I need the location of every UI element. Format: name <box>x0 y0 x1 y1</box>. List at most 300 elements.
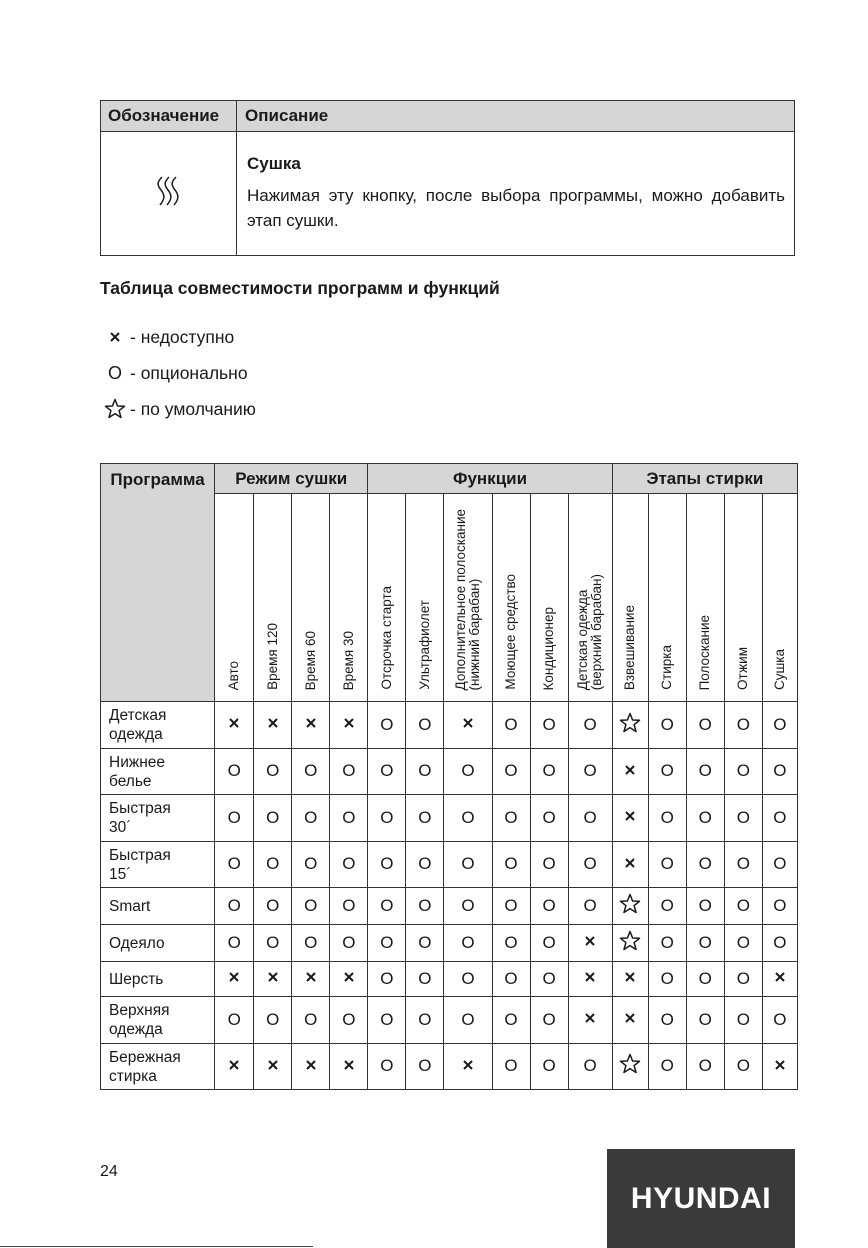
column-header-label: Ультрафиолет <box>416 600 432 690</box>
optional-mark: О <box>266 932 280 952</box>
table-row <box>101 1044 798 1090</box>
page-number: 24 <box>100 1163 118 1180</box>
circle-icon <box>762 997 797 1044</box>
circle-icon <box>530 702 568 749</box>
optional-mark: О <box>461 1009 475 1029</box>
column-header-label: Дополнительное полоскание (нижний барабан) <box>452 508 482 690</box>
optional-mark: О <box>304 895 318 915</box>
circle-icon <box>444 795 492 842</box>
program-name: Быстрая 15´ <box>101 842 215 888</box>
optional-mark: О <box>418 968 432 988</box>
circle-icon <box>568 888 612 925</box>
optional-mark: О <box>504 761 518 780</box>
optional-mark: О <box>418 714 432 734</box>
circle-icon <box>724 702 762 749</box>
optional-mark: О <box>773 807 787 827</box>
optional-mark: О <box>461 854 475 873</box>
header-description: Описание <box>237 101 795 132</box>
optional-mark: О <box>227 932 241 952</box>
cross-icon <box>612 795 648 842</box>
optional-mark: О <box>698 714 712 734</box>
circle-icon <box>330 925 368 962</box>
column-header-label: Моющее средство <box>503 574 519 690</box>
circle-icon <box>292 888 330 925</box>
cross-icon <box>612 962 648 997</box>
circle-icon <box>444 888 492 925</box>
circle-icon <box>648 1044 686 1090</box>
optional-mark: О <box>583 854 597 873</box>
circle-icon <box>648 888 686 925</box>
cross-icon <box>762 1044 797 1090</box>
circle-icon <box>724 925 762 962</box>
circle-icon <box>762 795 797 842</box>
program-name: Шерсть <box>101 962 215 997</box>
column-header <box>292 494 330 702</box>
cross-icon <box>444 1044 492 1090</box>
optional-mark: О <box>660 714 674 734</box>
circle-icon <box>648 842 686 888</box>
optional-mark: О <box>542 1056 556 1075</box>
circle-icon <box>368 1044 406 1090</box>
circle-icon <box>368 925 406 962</box>
circle-icon <box>686 997 724 1044</box>
drying-description-cell <box>237 132 795 256</box>
optional-mark: О <box>698 895 712 915</box>
circle-icon <box>292 997 330 1044</box>
drying-title: Сушка <box>247 154 301 173</box>
table-row <box>101 962 798 997</box>
circle-icon <box>530 997 568 1044</box>
optional-mark: О <box>380 968 394 988</box>
circle-icon <box>444 997 492 1044</box>
column-header-label: Детская одежда (верхний барабан) <box>575 573 605 690</box>
circle-icon <box>330 842 368 888</box>
optional-mark: О <box>418 895 432 915</box>
column-header <box>254 494 292 702</box>
circle-icon <box>530 888 568 925</box>
optional-mark: О <box>342 761 356 780</box>
cross-icon <box>254 1044 292 1090</box>
circle-icon <box>762 888 797 925</box>
column-header-label: Отсрочка старта <box>378 586 394 690</box>
circle-icon <box>492 997 530 1044</box>
program-name: Детская одежда <box>101 702 215 749</box>
optional-mark: О <box>342 1009 356 1029</box>
cross-icon <box>215 702 254 749</box>
circle-icon <box>724 795 762 842</box>
optional-mark: О <box>461 761 475 780</box>
column-header <box>724 494 762 702</box>
circle-icon <box>648 702 686 749</box>
optional-mark: О <box>698 807 712 827</box>
optional-mark: О <box>660 1056 674 1075</box>
brand-logo-text: HYUNDAI <box>630 1181 772 1215</box>
column-header <box>406 494 444 702</box>
circle-icon <box>568 795 612 842</box>
symbol-description-table <box>100 100 795 256</box>
circle-icon <box>492 925 530 962</box>
circle-icon <box>530 842 568 888</box>
table-row <box>101 842 798 888</box>
optional-mark: О <box>380 854 394 873</box>
circle-icon <box>330 795 368 842</box>
optional-mark: О <box>227 854 241 873</box>
circle-icon <box>530 925 568 962</box>
program-name: Верхняя одежда <box>101 997 215 1044</box>
optional-mark: О <box>736 932 750 952</box>
column-header <box>762 494 797 702</box>
column-header <box>686 494 724 702</box>
circle-icon <box>724 888 762 925</box>
optional-mark: О <box>736 1056 750 1075</box>
optional-mark: О <box>504 854 518 873</box>
column-header-label: Стирка <box>659 645 675 690</box>
optional-mark: О <box>342 807 356 827</box>
circle-icon <box>686 842 724 888</box>
optional-mark: О <box>660 761 674 780</box>
cross-icon <box>330 962 368 997</box>
cross-icon <box>215 962 254 997</box>
column-header-label: Время 30 <box>340 630 356 690</box>
circle-icon <box>406 842 444 888</box>
optional-mark: О <box>660 807 674 827</box>
drying-icon-cell <box>101 132 237 256</box>
program-name: Нижнее белье <box>101 749 215 795</box>
circle-icon <box>368 842 406 888</box>
optional-mark: О <box>461 895 475 915</box>
cross-icon <box>612 749 648 795</box>
legend-default <box>100 397 256 421</box>
optional-mark: О <box>542 895 556 915</box>
legend-unavailable-text: - недоступно <box>130 326 235 347</box>
optional-mark: О <box>380 1056 394 1075</box>
group-functions: Функции <box>368 464 612 494</box>
optional-mark: О <box>504 714 518 734</box>
column-header-label: Сушка <box>771 648 787 690</box>
circle-icon <box>492 888 530 925</box>
cross-icon <box>330 702 368 749</box>
optional-mark: О <box>304 1009 318 1029</box>
column-header-label: Отжим <box>735 647 751 690</box>
cross-icon <box>444 702 492 749</box>
optional-mark: О <box>773 1009 787 1029</box>
circle-icon <box>444 749 492 795</box>
group-drying-mode: Режим сушки <box>215 464 368 494</box>
optional-mark: О <box>542 1009 556 1029</box>
circle-icon <box>686 962 724 997</box>
circle-icon <box>568 842 612 888</box>
circle-icon <box>406 1044 444 1090</box>
circle-icon <box>492 795 530 842</box>
column-header <box>330 494 368 702</box>
table-row <box>101 888 798 925</box>
circle-icon <box>492 702 530 749</box>
optional-mark: О <box>418 1056 432 1075</box>
cross-icon <box>612 842 648 888</box>
optional-mark: О <box>418 932 432 952</box>
program-name: Бережная стирка <box>101 1044 215 1090</box>
optional-mark: О <box>542 854 556 873</box>
circle-icon <box>254 888 292 925</box>
circle-icon <box>254 842 292 888</box>
optional-mark: О <box>583 1056 597 1075</box>
circle-icon <box>686 925 724 962</box>
circle-icon <box>648 795 686 842</box>
circle-icon <box>368 749 406 795</box>
table-row <box>101 997 798 1044</box>
circle-icon <box>724 962 762 997</box>
legend-unavailable <box>100 325 234 349</box>
optional-mark: О <box>504 932 518 952</box>
optional-mark: О <box>542 761 556 780</box>
cross-icon <box>612 997 648 1044</box>
optional-mark: О <box>542 968 556 988</box>
circle-icon <box>568 702 612 749</box>
program-name: Smart <box>101 888 215 925</box>
cross-icon <box>762 962 797 997</box>
circle-icon <box>762 842 797 888</box>
circle-icon <box>215 795 254 842</box>
cross-icon <box>568 962 612 997</box>
circle-icon <box>406 888 444 925</box>
circle-icon <box>406 795 444 842</box>
optional-mark: О <box>227 807 241 827</box>
column-header <box>530 494 568 702</box>
optional-mark: О <box>461 807 475 827</box>
circle-icon <box>368 795 406 842</box>
optional-mark: О <box>304 761 318 780</box>
cross-icon <box>330 1044 368 1090</box>
optional-mark: О <box>266 895 280 915</box>
legend-default-text: - по умолчанию <box>130 398 256 419</box>
column-header <box>444 494 492 702</box>
optional-mark: О <box>660 1009 674 1029</box>
circle-icon <box>292 842 330 888</box>
star-icon <box>612 702 648 749</box>
star-icon <box>100 398 130 420</box>
legend-optional-text: - опционально <box>130 362 248 383</box>
column-header-label: Полоскание <box>697 614 713 690</box>
optional-mark: О <box>736 714 750 734</box>
optional-mark: О <box>773 714 787 734</box>
cross-icon <box>292 962 330 997</box>
star-icon <box>612 925 648 962</box>
group-wash-stages: Этапы стирки <box>612 464 797 494</box>
circle-icon <box>648 749 686 795</box>
circle-icon <box>530 1044 568 1090</box>
circle-icon <box>492 842 530 888</box>
optional-mark: О <box>380 1009 394 1029</box>
optional-mark: О <box>461 968 475 988</box>
optional-mark: О <box>660 968 674 988</box>
circle-icon <box>444 962 492 997</box>
optional-mark: О <box>418 761 432 780</box>
circle-icon <box>530 795 568 842</box>
circle-icon <box>368 888 406 925</box>
circle-icon <box>724 997 762 1044</box>
optional-mark: О <box>304 854 318 873</box>
program-name: Одеяло <box>101 925 215 962</box>
optional-mark: О <box>736 895 750 915</box>
star-icon <box>612 1044 648 1090</box>
cross-icon <box>100 331 130 343</box>
circle-icon <box>568 1044 612 1090</box>
optional-mark: О <box>583 807 597 827</box>
column-header-label: Время 60 <box>302 630 318 690</box>
cross-icon <box>292 702 330 749</box>
table-row <box>101 925 798 962</box>
circle-icon <box>724 1044 762 1090</box>
circle-icon <box>492 749 530 795</box>
circle-icon <box>368 962 406 997</box>
circle-icon <box>292 925 330 962</box>
optional-mark: О <box>698 1056 712 1075</box>
table-row <box>101 795 798 842</box>
optional-mark: О <box>660 854 674 873</box>
optional-mark: О <box>380 714 394 734</box>
cross-icon <box>568 997 612 1044</box>
column-header <box>612 494 648 702</box>
circle-icon <box>254 749 292 795</box>
cross-icon <box>568 925 612 962</box>
circle-icon <box>648 997 686 1044</box>
desc-table-row-drying <box>101 132 795 256</box>
program-name: Быстрая 30´ <box>101 795 215 842</box>
cross-icon <box>254 962 292 997</box>
optional-mark: О <box>698 1009 712 1029</box>
column-header-label: Кондиционер <box>541 606 557 690</box>
optional-mark: О <box>266 1009 280 1029</box>
column-header-label: Авто <box>226 660 242 690</box>
optional-mark: О <box>380 932 394 952</box>
optional-mark: О <box>660 932 674 952</box>
circle-icon <box>686 702 724 749</box>
program-header: Программа <box>101 464 215 702</box>
circle-icon <box>100 363 130 384</box>
optional-mark: О <box>266 854 280 873</box>
optional-mark: О <box>583 895 597 915</box>
column-header <box>568 494 612 702</box>
cross-icon <box>292 1044 330 1090</box>
circle-icon <box>406 997 444 1044</box>
circle-icon <box>215 997 254 1044</box>
circle-icon <box>215 925 254 962</box>
optional-mark: О <box>461 932 475 952</box>
circle-icon <box>762 702 797 749</box>
column-header <box>215 494 254 702</box>
optional-mark: О <box>736 854 750 873</box>
circle-icon <box>292 749 330 795</box>
circle-icon <box>530 962 568 997</box>
optional-mark: О <box>418 854 432 873</box>
brand-logo <box>607 1149 795 1248</box>
optional-mark: О <box>504 807 518 827</box>
table-row <box>101 702 798 749</box>
circle-icon <box>686 888 724 925</box>
circle-icon <box>648 925 686 962</box>
circle-icon <box>568 749 612 795</box>
circle-icon <box>444 925 492 962</box>
optional-mark: О <box>736 761 750 780</box>
circle-icon <box>215 749 254 795</box>
circle-icon <box>254 997 292 1044</box>
circle-icon <box>368 702 406 749</box>
optional-mark: О <box>698 932 712 952</box>
column-header <box>648 494 686 702</box>
optional-mark: О <box>773 932 787 952</box>
optional-mark: О <box>266 807 280 827</box>
optional-mark: О <box>342 932 356 952</box>
optional-mark: О <box>542 807 556 827</box>
optional-mark: О <box>380 895 394 915</box>
optional-mark: О <box>418 1009 432 1029</box>
optional-mark: О <box>504 895 518 915</box>
drying-icon <box>154 195 184 212</box>
optional-mark: О <box>504 1056 518 1075</box>
circle-icon <box>444 842 492 888</box>
compatibility-table <box>100 463 798 1090</box>
optional-mark: О <box>227 895 241 915</box>
column-header <box>492 494 530 702</box>
optional-mark: О <box>698 761 712 780</box>
optional-mark: О <box>504 1009 518 1029</box>
table-row <box>101 749 798 795</box>
column-header-label: Время 120 <box>264 623 280 690</box>
divider <box>0 1246 313 1247</box>
optional-mark: О <box>736 1009 750 1029</box>
optional-mark: О <box>418 807 432 827</box>
star-icon <box>612 888 648 925</box>
circle-icon <box>686 795 724 842</box>
circle-icon <box>530 749 568 795</box>
optional-mark: О <box>342 895 356 915</box>
circle-icon <box>368 997 406 1044</box>
circle-icon <box>406 925 444 962</box>
optional-mark: О <box>266 761 280 780</box>
optional-mark: О <box>380 807 394 827</box>
circle-icon <box>330 997 368 1044</box>
circle-icon <box>724 842 762 888</box>
optional-mark: О <box>736 968 750 988</box>
circle-icon <box>492 962 530 997</box>
circle-icon <box>406 749 444 795</box>
optional-mark: О <box>698 968 712 988</box>
circle-icon <box>330 749 368 795</box>
optional-mark: О <box>736 807 750 827</box>
circle-icon <box>215 888 254 925</box>
optional-mark: О <box>542 714 556 734</box>
optional-mark: О <box>660 895 674 915</box>
legend-optional <box>100 361 248 385</box>
optional-mark: О <box>304 807 318 827</box>
group-header-row <box>101 464 798 494</box>
circle-icon <box>762 749 797 795</box>
optional-mark: О <box>227 761 241 780</box>
circle-icon <box>292 795 330 842</box>
circle-icon <box>254 795 292 842</box>
optional-mark: О <box>773 895 787 915</box>
circle-icon <box>254 925 292 962</box>
column-header-label: Взвешивание <box>622 604 638 690</box>
optional-mark: О <box>773 854 787 873</box>
compatibility-table-title: Таблица совместимости программ и функций <box>100 278 500 298</box>
optional-mark: О <box>583 714 597 734</box>
legend-optional-symbol: О <box>107 362 122 383</box>
optional-mark: О <box>504 968 518 988</box>
circle-icon <box>406 962 444 997</box>
cross-icon <box>215 1044 254 1090</box>
circle-icon <box>686 749 724 795</box>
